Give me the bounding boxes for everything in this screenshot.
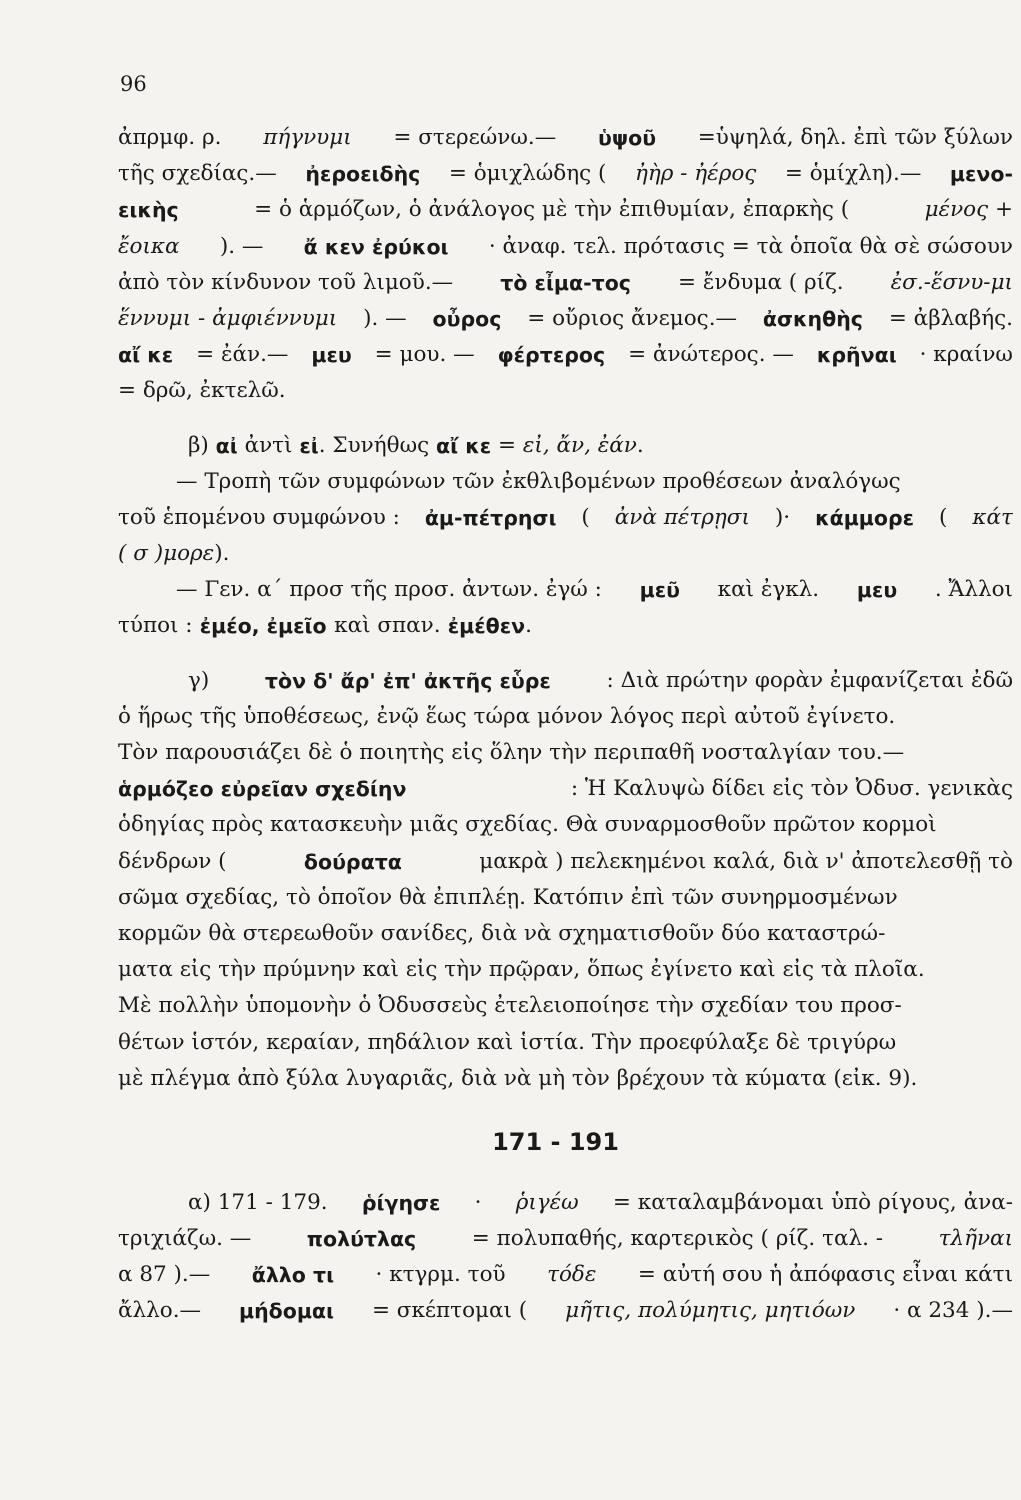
text-line: α) 171 - 179. ῥίγησε · ῥιγέω = καταλαμβάνομαι ὑπὸ ρίγους, ἀνα-: [188, 1189, 1013, 1215]
text-line: — Τροπὴ τῶν συμφώνων τῶν ἐκθλιβομένων προθέσεων ἀναλόγως: [176, 468, 901, 494]
text-line: ἕννυμι - ἀμφιέννυμι ). — οὖρος = οὔριος ἄνεμος.— ἀσκηθὴς = ἀβλαβής.: [118, 305, 1013, 331]
paragraph-gap: [118, 410, 1013, 428]
text-line: — Γεν. α΄ προσ τῆς προσ. ἀντων. ἐγώ : μεῦ καὶ ἐγκλ. μευ . Ἄλλοι: [176, 577, 1013, 603]
text-line: τοῦ ἑπομένου συμφώνου : ἀμ-πέτρησι ( ἀνὰ πέτρῃσι )· κάμμορε ( κάτ: [118, 504, 1013, 530]
section-heading: 171 - 191: [492, 1127, 619, 1156]
section-gap: [118, 1167, 1013, 1185]
text-line: ἄλλο.— μήδομαι = σκέπτομαι ( μῆτις, πολύμητις, μητιόων · α 234 ).—: [118, 1298, 1013, 1324]
text-line: γ) τὸν δ' ἄρ' ἐπ' ἀκτῆς εὗρε : Διὰ πρώτην φορὰν ἐμφανίζεται ἐδῶ: [188, 667, 1013, 693]
text-line: εικὴς = ὁ ἁρμόζων, ὁ ἀνάλογος μὲ τὴν ἐπιθυμίαν, ἐπαρκὴς ( μένος +: [118, 197, 1013, 223]
text-line: α 87 ).— ἄλλο τι · κτγρμ. τοῦ τόδε = αὐτή σου ἡ ἀπόφασις εἶναι κάτι: [118, 1262, 1013, 1288]
text-line: ὁ ἥρως τῆς ὑποθέσεως, ἐνῷ ἕως τώρα μόνον λόγος περὶ αὐτοῦ ἐγίνετο.: [118, 703, 896, 729]
text-line: = δρῶ, ἐκτελῶ.: [118, 378, 286, 404]
text-line: σῶμα σχεδίας, τὸ ὁποῖον θὰ ἐπιπλέῃ. Κατόπιν ἐπὶ τῶν συνηρμοσμένων: [118, 884, 898, 910]
text-line: ἁρμόζεο εὐρεῖαν σχεδίην : Ἡ Καλυψὼ δίδει εἰς τὸν Ὀδυσ. γενικὰς: [118, 776, 1013, 802]
text-line: Μὲ πολλὴν ὑπομονὴν ὁ Ὀδυσσεὺς ἐτελειοποίησε τὴν σχεδίαν του προσ-: [118, 993, 902, 1019]
section-gap: [118, 1097, 1013, 1117]
text-line: ( σ )μορε ).: [118, 541, 230, 567]
text-line: δένδρων ( δούρατα μακρὰ ) πελεκημένοι καλά, διὰ ν' ἀποτελεσθῇ τὸ: [118, 848, 1013, 874]
text-line: ὁδηγίας πρὸς κατασκευὴν μιᾶς σχεδίας. Θὰ συναρμοσθοῦν πρῶτον κορμοὶ: [118, 812, 937, 838]
text-line: κορμῶν θὰ στερεωθοῦν σανίδες, διὰ νὰ σχηματισθοῦν δύο καταστρώ-: [118, 920, 886, 946]
text-line: μὲ πλέγμα ἀπὸ ξύλα λυγαριᾶς, διὰ νὰ μὴ τὸν βρέχουν τὰ κύματα (εἰκ. 9).: [118, 1065, 918, 1091]
text-line: τῆς σχεδίας.— ἠεροειδὴς = ὁμιχλώδης ( ἠὴρ - ἠέρος = ὁμίχλη).— μενο-: [118, 161, 1013, 187]
text-line: β) αἰ ἀντὶ εἰ . Συνήθως αἴ κε = εἰ, ἄν, ἐάν .: [188, 432, 644, 458]
text-line: τριχιάζω. — πολύτλας = πολυπαθής, καρτερικὸς ( ρίζ. ταλ. - τλῆναι: [118, 1226, 1013, 1252]
page-number: 96: [120, 72, 147, 96]
text-line: Τὸν παρουσιάζει δὲ ὁ ποιητὴς εἰς ὅλην τὴν περιπαθῆ νοσταλγίαν του.—: [118, 740, 905, 765]
paragraph-gap: [118, 645, 1013, 663]
text-line: ἀπὸ τὸν κίνδυνον τοῦ λιμοῦ.— τὸ εἶμα-τος = ἔνδυμα ( ρίζ. ἐσ.-ἕσνυ-μι: [118, 269, 1013, 295]
text-line: ἔοικα ). — ἄ κεν ἐρύκοι · ἀναφ. τελ. πρότασις = τὰ ὁποῖα θὰ σὲ σώσουν: [118, 233, 1013, 259]
text-line: ἀπρμφ. ρ. πήγνυμι = στερεώνω.— ὑψοῦ =ὑψηλά, δηλ. ἐπὶ τῶν ξύλων: [118, 125, 1013, 150]
text-line: αἴ κε = ἐάν.— μευ = μου. — φέρτερος = ἀνώτερος. — κρῆναι · κραίνω: [118, 342, 1013, 368]
text-line: θέτων ἱστόν, κεραίαν, πηδάλιον καὶ ἱστία. Τὴν προεφύλαξε δὲ τριγύρω: [118, 1029, 897, 1055]
text-line: τύποι : ἐμέο, ἐμεῖο καὶ σπαν. ἐμέθεν .: [118, 613, 532, 639]
commentary-text: [118, 120, 1013, 1330]
text-line: ματα εἰς τὴν πρύμνην καὶ εἰς τὴν πρῷραν, ὅπως ἐγίνετο καὶ εἰς τὰ πλοῖα.: [118, 957, 925, 983]
